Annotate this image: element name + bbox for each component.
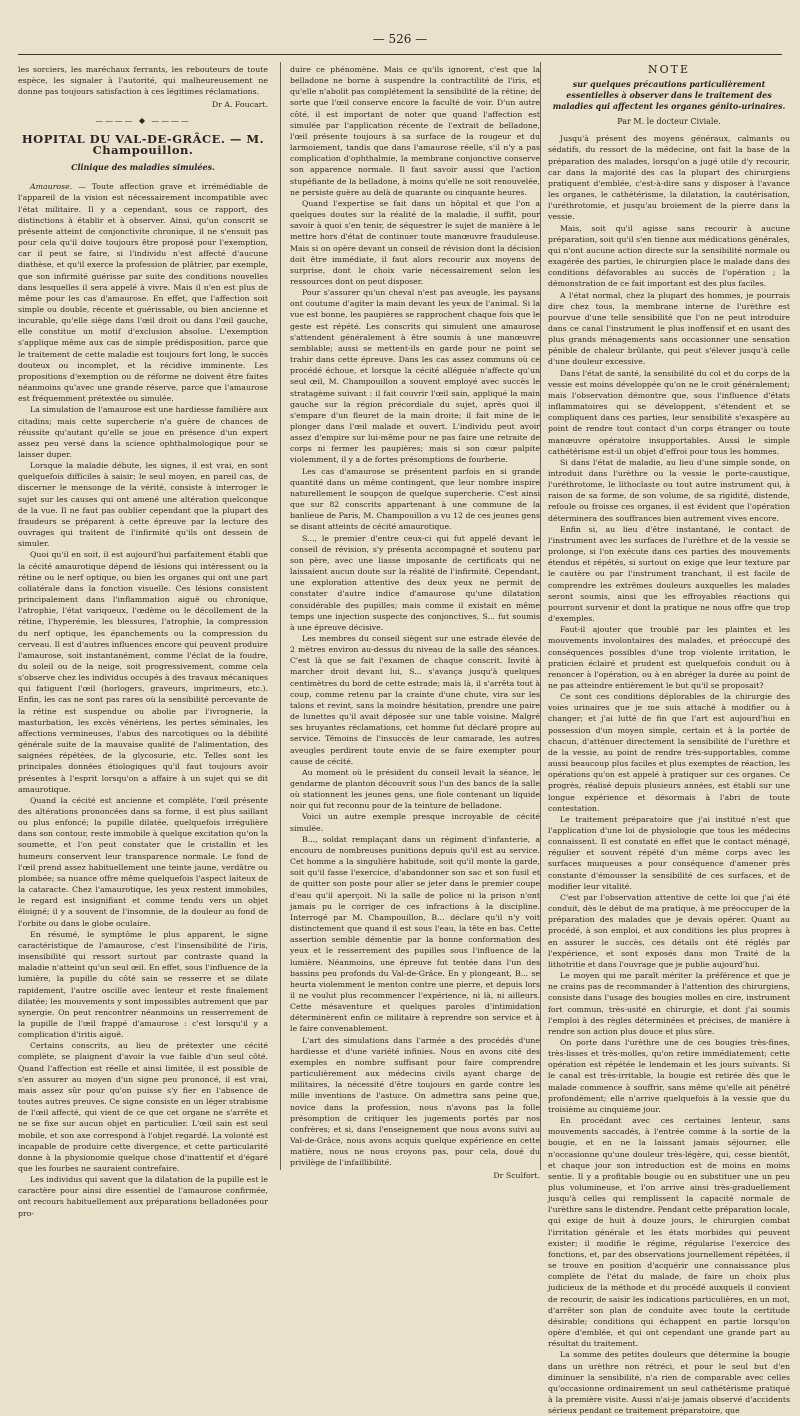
paragraph: On porte dans l'urèthre une de ces bougies très-fines, très-lisses et très-molles, qu'on retire immédiatement; cette opération est répétée le lendemain et les jours suivants. Si le canal est très-irritable, la bougie est retirée dès que le malade commence à souffrir, sans même qu'elle ait pénétré profondément; elle n'arrive quelquefois à la vessie que du troisième au cinquième jour. <box>548 1037 790 1114</box>
paragraph: Si dans l'état de maladie, au lieu d'une simple sonde, on introduit dans l'urèthre ou la vessie le porte-caustique, l'uréthrotome, le lithoclaste ou tout autre instrument qui, à raison de sa forme, de son volume, de sa rigidité, distende, refoule ou froisse ces organes, il est évident que l'opération déterminera des souffrances bien autrement vives encore. <box>548 457 790 523</box>
paragraph: Faut-il ajouter que troublé par les plaintes et les mouvements involontaires des malades, et préoccupé des conséquences possibles d'une trop violente irritation, le praticien éclairé et prudent est quelquefois conduit ou à renoncer à l'opération, ou à en abréger la durée au point de ne pas atteindre entièrement le but qu'il se proposait? <box>548 625 790 690</box>
paragraph: Au moment où le président du conseil levait la séance, le gendarme de planton découvrit sous l'un des bancs de la salle où stationnent les jeunes gens, une fiole contenant un liquide noir qui fut reconnu pour de la teinture de belladone. <box>290 767 540 811</box>
paragraph: Jusqu'à présent des moyens généraux, calmants ou sédatifs, du ressort de la médecine, ont fait la base de la préparation des malades, lorsqu'on a jugé utile d'y recourir, car dans la majorité des cas la plupart des chirurgiens pratiquent d'emblée, c'est-à-dire sans y disposer à l'avance les organes, le cathétérisme, la dilatation, la cautérisation, l'uréthrotomie, et jusqu'au broiement de la pierre dans la vessie. <box>548 134 790 222</box>
paragraph: L'art des simulations dans l'armée a des procédés d'une hardiesse et d'une variété infinies. Nous en avons cité des exemples en nombre suffisant pour faire comprendre particulièrement aux médecins civils ayant charge de militaires, la nécessité d'être toujours en garde contre les mille inventions de l'astuce. On admettra sans peine que, novice dans la profession, nous n'avons pas la folle présomption de critiquer les jugements portés par nos confrères; et si, dans l'enseignement que nous avons suivi au Val-de-Grâce, nous avons acquis quelque expérience en cette matière, nous ne nous croyons pas, pour cela, doué du privilège de l'infaillibilité. <box>290 1035 540 1168</box>
column-1 <box>18 64 268 1218</box>
note-byline: Par M. le docteur Civiale. <box>617 117 721 127</box>
paragraph: Le traitement préparatoire que j'ai institué n'est que l'application d'une loi de physiologie que tous les médecins connaissent. Il est constaté en effet que le contact ménagé, régulier et souvent répété d'un même corps avec les surfaces muqueuses a pour conséquence d'amener près constante d'émousser la sensibilité de ces surfaces, et de modifier leur vitalité. <box>548 814 790 891</box>
paragraph: En résumé, le symptôme le plus apparent, le signe caractéristique de l'amaurose, c'est l'insensibilité de l'iris, insensibilité qui ressort surtout par contraste quand la maladie n'atteint qu'un seul œil. En effet, sous l'influence de la lumière, la pupille du côté sain se resserre et se dilate rapidement, l'autre oscille avec lenteur et reste finalement dilatée; les mouvements y sont impossibles autrement que par synergie. On peut rencontrer néanmoins un resserrement de la pupille de l'œil frappé d'amaurose : c'est lorsqu'il y a complication d'iritis aiguë. <box>18 929 268 1040</box>
paragraph: Dans l'état de santé, la sensibilité du col et du corps de la vessie est moins développée qu'on ne le croit généralement; mais l'observation démontre que, sous l'influence d'états inflammatoires qui se développent, s'étendent et se compliquent dans ces parties, leur sensibilité s'exaspère au point de rendre tout contact d'un corps étranger ou toute manœuvre opératoire insupportables. Aussi le simple cathétérisme est-il un objet d'effroi pour tous les hommes. <box>548 368 790 456</box>
paragraph: Mais, soit qu'il agisse sans recourir à aucune préparation, soit qu'il s'en tienne aux médications générales, qui n'ont aucune action directe sur la sensibilité normale ou exagérée des parties, le chirurgien place le malade dans des conditions défavorables au succès de l'opération ; la démonstration de ce fait important est des plus faciles. <box>548 223 790 289</box>
paragraph: S..., le premier d'entre ceux-ci qui fut appelé devant le conseil de révision, s'y présenta accompagné et soutenu par son père, avec une liasse imposante de certificats qui ne laissaient aucun doute sur la réalité de l'infirmité. Cependant, une exploration attentive des deux yeux ne permit de constater d'autre indice d'amaurose qu'une dilatation considérable des pupilles; mais comme il existait en même temps une injection suspecte des conjonctives, S... fut soumis à une épreuve décisive. <box>290 533 540 632</box>
paragraph: Le moyen qui me paraît mériter la préférence et que je ne crains pas de recommander à l'attention des chirurgiens, consiste dans l'usage des bougies molles en cire, instrument fort commun, très-usité en chirurgie, et dont j'ai soumis l'emploi à des règles déterminées et précises, de manière à rendre son action plus douce et plus sûre. <box>548 971 790 1036</box>
paragraph: Quand l'expertise se fait dans un hôpital et que l'on a quelques doutes sur la réalité de la maladie, il suffit, pour savoir à quoi s'en tenir, de séquestrer le sujet de manière à le mettre hors d'état de continuer toute manœuvre frauduleuse. Mais si on opère devant un conseil de révision dont la décision doit être immédiate, il faut alors recourir aux moyens de surprise, dont le choix varie nécessairement selon les ressources dont on peut disposer. <box>290 198 540 286</box>
paragraph: Pour s'assurer qu'un cheval n'est pas aveugle, les paysans ont coutume d'agiter la main devant les yeux de l'animal. Si la vue est bonne, les paupières se rapprochent chaque fois que le geste est répété. Les conscrits qui simulent une amaurose s'attendent généralement à être soumis à une manœuvre semblable; aussi se mettent-ils en garde pour ne point se trahir dans cette épreuve. Dans les cas assez communs où ce procédé échoue, et lorsque la cécité alléguée n'affecte qu'un seul œil, M. Champouillon a souvent employé avec succès le stratagème suivant : il fait couvrir l'œil sain, appliqué la main gauche sur la région précordiale du sujet, après quoi il s'empare d'un fleuret de la main droite; il fait mine de le plonger dans l'œil malade et ouvert. L'individu peut avoir assez d'empire sur lui-même pour ne pas faire une retraite de corps ni fermer les paupières; mais si son cœur palpite violemment, il y a de fortes présomptions de fourberie. <box>290 288 540 465</box>
paragraph: Les individus qui savent que la dilatation de la pupille est le caractère pour ainsi dire essentiel de l'amaurose confirmée, ont recours habituellement aux préparations belladonées pour pro- <box>18 1175 268 1218</box>
column-2 <box>290 64 540 1181</box>
paragraph: En procédant avec ces certaines lenteur, sans mouvements saccadés, à l'entrée comme à la sortie de la bougie, et en ne la laissant jamais séjourner, elle n'occasionne qu'une douleur très-légère, qui, cesse bientôt, et chaque jour son introduction est de moins en moins sentie. Il y a profitable bougie ou en substituer une un peu plus volumineuse, et l'on arrive ainsi très-graduellement jusqu'à celles qui remplissent la capacité normale de l'urèthre sans le distendre. Pendant cette préparation locale, qui exige de huit à douze jours, le chirurgien combat l'irritation générale et les états morbides qui peuvent exister; il modifie le régime, régularise l'exercice des fonctions, et, par des observations journellement répétées, il se trouve en position d'acquérir une connaissance plus complète de l'état du malade, de faire un choix plus judicieux de la méthode et du procédé auxquels il convient de recourir, de saisir les indications particulières, en un mot, d'arrêter son plan de conduite avec toute la certitude désirable; conditions qui échappent en partie lorsqu'on opère d'emblée, et qui ont cependant une grande part au résultat du traitement. <box>548 1116 790 1349</box>
paragraph: A l'état normal, chez la plupart des hommes, je pourrais dire chez tous, la membrane interne de l'urèthre est pourvue d'une telle sensibilité que l'on ne peut introduire dans ce canal l'instrument le plus inoffensif et en usant des plus grands ménagements sans occasionner une sensation pénible de chaleur brûlante, qui peut s'élever jusqu'à celle d'une douleur excessive. <box>548 290 790 367</box>
lead-paragraph <box>18 181 268 404</box>
note-title: NOTE <box>647 63 690 76</box>
column-divider <box>540 62 541 1170</box>
paragraph: Enfin si, au lieu d'être instantané, le contact de l'instrument avec les surfaces de l'urèthre et de la vessie se prolonge, si l'on exécute dans ces parties des mouvements étendus et répétés, si surtout on exige que leur texture par le cautère ou par l'instrument tranchant, il est facile de comprendre les extrêmes douleurs auxquelles les malades seront soumis, ainsi que les effroyables réactions qui pourront survenir et dont la pratique ne nous offre que trop d'exemples. <box>548 524 790 624</box>
note-subtitle: sur quelques précautions particulièrement essentielles à observer dans le traitement des maladies qui affectent les organes génito-urinaires. <box>552 79 786 112</box>
page-number: — 526 — <box>372 32 428 46</box>
paragraph: duire ce phénomène. Mais ce qu'ils ignorent, c'est que la belladone ne borne à suspendre la contractilité de l'iris, et qu'elle n'abolit pas complétement la sensibilité de la rétine; de sorte que l'œil conserve encore la faculté de voir. D'un autre côté, il est important de noter que quand l'affection est simulée par l'application récente de l'extrait de belladone, l'œil présente toujours à sa surface de la rougeur et du larmoiement, tandis que dans l'amaurose réelle, s'il n'y a pas complication d'ophthalmie, la membrane conjonctive conserve son apparence normale. Il faut savoir aussi que l'action stupéfiante de la belladone, à moins qu'elle ne soit renouvelée, ne persiste guère au delà de quarante ou cinquante heures. <box>290 65 540 197</box>
article-title: HOPITAL DU VAL-DE-GRÂCE. — M. Champouillon. <box>21 131 265 157</box>
paragraph: La somme des petites douleurs que détermine la bougie dans un urèthre non rétréci, et pour le seul but d'en diminuer la sensibilité, n'a rien de comparable avec celles qu'occasionne ordinairement un seul cathétérisme pratiqué à la première visite. Aussi n'ai-je jamais observé d'accidents sérieux pendant ce traitement préparatoire, que <box>548 1350 790 1416</box>
paragraph: Lorsque la maladie débute, les signes, il est vrai, en sont quelquefois difficiles à saisir; le seul moyen, en pareil cas, de discerner le mensonge de la vérité, consiste à interroger le sujet sur les causes qui ont amené une altération quelconque de la vue. Il ne faut pas oublier cependant que la plupart des fraudeurs se préparent à cette épreuve par la lecture des ouvrages qui traitent de l'infirmité qu'ils ont dessein de simuler. <box>18 461 268 549</box>
article-subtitle: Clinique des maladies simulées. <box>71 162 215 173</box>
lead-text: — Toute affection grave et irrémédiable de l'appareil de la vision est nécessairement incompatible avec l'état militaire. Il y a cependant, sous ce rapport, des distinctions à établir et à observer. Ainsi, qu'un conscrit se présente atteint de conjonctivite chronique, il ne s'ensuit pas pour cela qu'il doive toujours être proposé pour l'exemption, car il peut se faire, si l'individu n'est affecté d'aucune diathèse, et qu'il exerce la profession de plâtrier, par exemple, que son infirmité guérisse par suite des conditions nouvelles dans lesquelles il sera appelé à vivre. Mais il n'en est plus de même pour les cas d'amaurose. En effet, que l'affection soit simple ou double, récente et guérissable, ou bien ancienne et incurable, qu'elle siège dans l'œil droit ou dans l'œil gauche, elle constitue un motif d'exclusion absolue. L'exemption s'applique même aux cas de simple prédisposition, parce que le traitement de cette maladie est toujours fort long, le succès douteux ou incomplet, et la récidive imminente. Les propositions d'exemption ou de réforme ne doivent être faites néanmoins qu'avec une grande réserve, parce que l'amaurose est fréquemment prétextée ou simulée. <box>18 182 268 404</box>
paragraph: Quoi qu'il en soit, il est aujourd'hui parfaitement établi que la cécité amaurotique dépend de lésions qui intéressent ou la rétine ou le nerf optique, ou bien les organes qui ont une part collatérale dans la fonction visuelle. Ces lésions consistent principalement dans l'inflammation aiguë ou chronique, l'atrophie, l'état variqueux, l'œdème ou le décollement de la rétine, l'hyperémie, les blessures, l'atrophie, la compression du nerf optique, les épanchements ou la compression du cerveau. Il est d'autres influences encore qui peuvent produire l'amaurose, soit instantanément, comme l'éclat de la foudre, du soleil ou de la neige, soit progressivement, comme cela s'observe chez les individus occupés à des travaux mécaniques qui fatiguent l'œil (horlogers, graveurs, imprimeurs, etc.). Enfin, les cas ne sont pas rares où la sensibilité percevante de la rétine est suspendue ou abolie par l'ivrognerie, la masturbation, les excès vénériens, les pertes séminales, les affections vermineuses, l'abus des narcotiques ou la débilité générale suite de la mauvaise qualité de l'alimentation, des saignées répétées, de la glycosurie, etc. Telles sont les principales données étiologiques qu'il faut toujours avoir présentes à l'esprit lorsqu'on a affaire à un sujet qui se dit amaurotique. <box>18 550 268 794</box>
paragraph: La simulation de l'amaurose est une hardiesse familière aux citadins; mais cette supercherie n'a guère de chances de réussite qu'autant qu'elle se joue en présence d'un expert assez peu versé dans la science ophthalmologique pour se laisser duper. <box>18 405 268 459</box>
paragraph: B..., soldat remplaçant dans un régiment d'infanterie, a encouru de nombreuses punitions depuis qu'il est au service. Cet homme a la singulière habitude, soit qu'il monte la garde, soit qu'il fasse l'exercice, d'abandonner son sac et son fusil et de quitter son poste pour aller se jeter dans le premier coupe d'eau qu'il aperçoit. Ni la salle de police ni la prison n'ont jamais pu le corriger de ces infractions à la discipline. Interrogé par M. Champouillon, B... déclare qu'il n'y voit distinctement que quand il est sous l'eau, la tête en bas. Cette assertion semble démentie par la bonne conformation des yeux et le resserrement des pupilles sous l'influence de la lumière. Néanmoins, une épreuve fut tentée dans l'un des bassins peu profonds du Val-de-Grâce. En y plongeant, B... se heurta violemment le menton contre une pierre, et depuis lors il ne voulut plus recommencer l'expérience, ni là, ni ailleurs. Cette mésaventure et quelques paroles d'intimidation déterminèrent enfin ce militaire à reprendre son service et à le faire convenablement. <box>290 834 540 1034</box>
section-separator: ———— ◆ ———— <box>95 115 191 125</box>
column-divider <box>280 62 281 1170</box>
intro-signature: Dr A. Foucart. <box>211 100 268 110</box>
header-rule <box>18 54 782 55</box>
paragraph: C'est par l'observation attentive de cette loi que j'ai été conduit, dès le début de ma pratique, à me préoccuper de la préparation des malades que je devais opérer. Quant au procédé, à son emploi, et aux conditions les plus propres à en assurer le succès, ces détails ont été réglés par l'expérience, et sont exposés dans mon Traité de la lithotritie et dans l'ouvrage que je publie aujourd'hui. <box>548 892 790 969</box>
paragraph: Ce sont ces conditions déplorables de la chirurgie des voies urinaires que je me suis attaché à modifier ou à changer; et j'ai lutté de fin que l'art est aujourd'hui en possession d'un moyen simple, certain et à la portée de chacun, d'atténuer directement la sensibilité de l'urèthre et de la vessie, au point de rendre très-supportables, comme aussi beaucoup plus faciles et plus exemptes de réaction, les opérations qu'on est appelé à pratiquer sur ces organes. Ce progrès, réalisé depuis plusieurs années, est établi sur une longue expérience et désormais à l'abri de toute contestation. <box>548 692 790 813</box>
paragraph: Les membres du conseil siègent sur une estrade élevée de 2 mètres environ au-dessus du niveau de la salle des séances. C'est là que se fait l'examen de chaque conscrit. Invité à marcher droit devant lui, S... s'avança jusqu'à quelques centimètres du bord de cette estrade; mais là, il s'arrêta tout à coup, comme retenu par la crainte d'une chute, vira sur les talons et revint, sans la moindre hésitation, prendre une paire de lunettes qu'il avait déposée sur une table voisine. Malgré ses bruyantes réclamations, cet homme fut déclaré propre au service. Témoins de l'insuccès de leur camarade, les autres aveugles perdirent toute envie de se faire exempter pour cause de cécité. <box>290 633 540 766</box>
intro-paragraph: les sorciers, les maréchaux ferrants, les rebouteurs de toute espèce, les signaler à l'autorité, qui malheureusement ne donne pas toujours satisfaction à ces légitimes réclamations. <box>18 65 268 97</box>
paragraph: Voici un autre exemple presque incroyable de cécité simulée. <box>290 812 540 833</box>
lead-word: Amaurose. <box>30 182 73 192</box>
column-3 <box>548 63 790 1416</box>
article-signature: Dr Sculfort. <box>493 1171 540 1181</box>
paragraph: Certains conscrits, au lieu de prétexter une cécité complète, se plaignent d'avoir la vue faible d'un seul côté. Quand l'affection est réelle et ainsi limitée, il est possible de s'en assurer au moyen d'un signe peu prononcé, il est vrai, mais assez sûr pour qu'on puisse s'y fier en l'absence de toutes autres preuves. Ce signe consiste en un léger strabisme de l'œil affecté, qui vient de ce que cet organe ne s'arrête et ne se fixe sur aucun objet en particulier. L'œil sain est seul mobile, et son axe correspond à l'objet regardé. La volonté est incapable de produire cette divergence, et cette particularité donne à la physionomie quelque chose d'inattentif et d'égaré que les fourbes ne sauraient contrefaire. <box>18 1041 268 1173</box>
paragraph: Quand la cécité est ancienne et complète, l'œil présente des altérations prononcées dans sa forme, il est plus saillant ou plus enfoncé; la pupille dilatée, quelquefois irrégulière dans son contour, reste immobile à quelque excitation qu'on la soumette, et l'on peut constater que le cristallin et les humeurs conservent leur transparence normale. Le fond de l'œil prend assez habituellement une teinte jaune, verdâtre ou plombée; sa nuance offre même quelquefois l'aspect laiteux de la cataracte. Chez l'amaurotique, les yeux restent immobiles, le regard est insignifiant et comme tendu vers un objet éloigné; il y a souvent de l'insomnie, de la douleur au fond de l'orbite ou dans le globe oculaire. <box>18 795 268 928</box>
paragraph: Les cas d'amaurose se présentent parfois en si grande quantité dans un même contingent, que leur nombre inspire naturellement le soupçon de quelque supercherie. C'est ainsi que sur 82 conscrits appartenant à une commune de la banlieue de Paris, M. Champouillon a vu 12 de ces jeunes gens se disant atteints de cécité amaurotique. <box>290 466 540 532</box>
